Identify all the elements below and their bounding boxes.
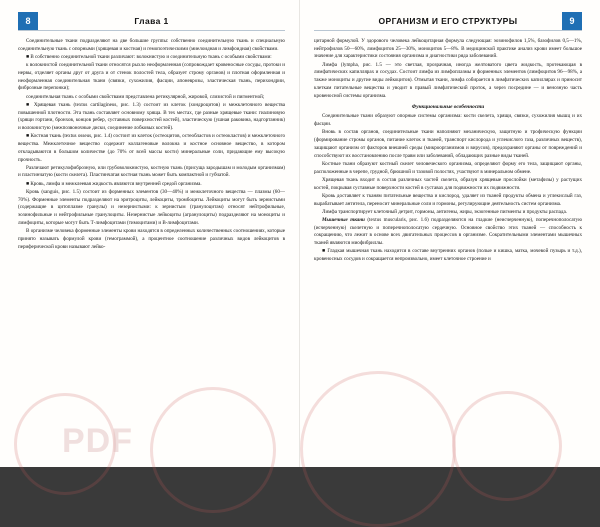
- paragraph: [314, 217, 582, 248]
- paragraph: ■ Кровь, лимфа и межклеевая жидкость являются внутренней средой организма.: [26, 180, 202, 187]
- paragraph: Лимфа транспортирует клеточный детрит, гормоны, антигены, жиры, экзогенные пигменты и продукты распада.: [322, 208, 567, 215]
- subheading-inline: Мышечные ткани: [322, 216, 365, 223]
- paragraph: соединительная ткань с особыми свойствами представлена ретикулярной, жировой, слизистой и пигментной;: [26, 93, 265, 100]
- paragraph: Соединительные ткани образуют опорные системы организма: кости скелета, хрящи, связки, сухожилия мышц и их фасции.: [314, 113, 582, 128]
- page-right: [300, 0, 600, 467]
- page-header-left: [18, 10, 285, 32]
- paragraph: ■ Костная ткань (textus osseus, рис. 1.4) состоит из клеток (остеоцитов, остеобластов и остеокластов) и межклеточного вещества. Межклеточное вещество содержит коллагеновые волокна и костное основное вещество, в котором откладываются в большом количестве (до 70% от всей массы кости) минеральные соли, придающие ему высокую прочность.: [18, 133, 285, 163]
- paragraph: Костные ткани образуют костный скелет человеческого организма, определяют форму его тела, защищают органы, расположенные в черепе, грудной, брюшной и тазовой полостях, участвуют в минеральном обмене.: [314, 160, 582, 175]
- folio-right: 9: [562, 12, 582, 30]
- paragraph: к волокнистой соединительной ткани относятся рыхло неоформленная (сопровождает кровеносные сосуды, протоки и нервы, отделяет органы друг от друга и от стенок полостей тела, образует строму органов) и плотная оформленная и неоформленная соединительная ткани (связки, сухожилия, фасции, апоневрозы, эластическая ткань, перихондрии, фиброзные перепонки);: [18, 62, 285, 92]
- page-left: [0, 0, 300, 467]
- folio-left: 8: [18, 12, 38, 30]
- header-rule-right: [314, 30, 582, 31]
- paragraph: Лимфа (lympha, рис. 1.5 — это светлая, прозрачная, иногда желтоватого цвета жидкость, протекающая в лимфатических капиллярах и сосудах. Состоит лимфа из лимфоплазмы и форменных элементов (лимфоцитов 96—98%, а также моноциты и другие виды лейкоцитов). Отмытая ткани, лимфа собирается в лимфатических капиллярах и приносит клеткам питательные вещества и уводит в правый лимфатический проток, а через посредине — и венозную часть кровеносной системы организма.: [314, 61, 582, 99]
- header-rule-left: [18, 30, 285, 31]
- paragraph: цитарной формулой. У здорового человека лейкоцитарная формула следующая: эозинофилов 1,5%, базофилов 0,5—1%, нейтрофилов 50—60%, лимфоцитов 25—30%, моноцитов 5—8%. В медицинской практике анализ крови имеет большое значение для характеристики состояния организма и диагностики ряда заболеваний.: [314, 38, 582, 60]
- running-title-right: ОРГАНИЗМ И ЕГО СТРУКТУРЫ: [378, 16, 518, 26]
- paragraph: Соединительные ткани подразделяют на две большие группы: собственно соединительную ткань и специальную соединительную ткань с опорными (хрящевая и костная) и гемопоэтическими (миелоидная и лимфоидная) свойствами.: [18, 38, 285, 52]
- paragraph-text: (textus muscularis, рис. 1.6) подразделяются на гладкие (неисчерченную), поперечнополосатую (исчерченную) скелетную и поперечнополосатую сердечную. Основное свойство этих тканей — способность к сокращению, что лежит в основе всех двигательных процессов в организме. Сократительными элементами мышечных тканей являются миофибриллы.: [314, 216, 582, 247]
- paragraph: Кровь доставляет к тканям питательные вещества и кислород, удаляет из тканей продукты обмена и углекислый газ, вырабатывает антитела, переносит минеральные соли и гормоны, регулирующие деятельность систем организма.: [314, 192, 582, 207]
- text-column-left: [18, 38, 285, 251]
- watermark-text: PDF: [62, 422, 133, 460]
- subheading: Функциональные особенности: [411, 104, 485, 111]
- paragraph: ■ В собственно соединительной ткани различают: волокнистую и соединительную ткань с особыми свойствами:: [26, 53, 272, 60]
- paragraph: Различают ретикулофиброзную, или грубоволокнистую, костную ткань (присуща зародышам и молодым организмам) и пластинчатую (кости скелета). Пластинчатая костная ткань может быть компактной и губчатой.: [18, 164, 285, 179]
- paragraph: ■ Хрящевая ткань (textus cartilagineus, рис. 1.3) состоит из клеток (хондроцитов) и межклеточного вещества повышенной плотности. Эта ткань составляет основному хряща. В тех местах, где разные хрящевые ткани: гиалиновую (хрящи гортани, бронхов, концов ребер, суставных поверхностей костей), эластическую (ушная раковина, надгортанник) и волокнистую (межпозвоночные диски, соединение лобковых костей).: [18, 101, 285, 132]
- paragraph: Хрящевая ткань входит в состав различных частей скелета, образуя хрящевые прослойки (метафизы) у растущих костей, покрывая суставные поверхности костей в суставах для подвижности их подвижности.: [314, 176, 582, 191]
- paragraph: В организме человека форменные элементы крови находятся в определенных количественных соотношениях, которые принято называть формулой крови (гемограммой), а процентное соотношение различных видов лейкоцитов в периферической крови называют лейко-: [18, 228, 285, 250]
- running-title-left: Глава 1: [134, 16, 169, 26]
- paragraph: Кровь (sanguis, рис. 1.5) состоит из форменных элементов (30—40%) и межклеточного вещества — плазмы (60—70%). Форменные элементы подразделяют на эритроциты, лейкоциты, тромбоциты. Лейкоциты могут быть зернистыми (содержащие в цитоплазме гранулы) и незернистыми: к зернистым (гранулоцитам) относят нейтрофильные, эозинофильные и нейтрофильные гранулоциты. Незернистые лейкоциты (агранулоциты) подразделяют на моноциты и лимфоциты, которые могут быть Т-лимфоцитами (тимоцитами) и В-лимфоцитами.: [18, 188, 285, 226]
- text-column-right: [314, 38, 582, 264]
- paragraph: ■ Гладкая мышечная ткань находится в составе внутренних органов (полые и кишка, матка, мочевой пузырь и т.д.), кровеносных сосудов и сокращается непроизвольно, имеет клеточное строение и: [314, 248, 582, 263]
- paragraph: Вновь в состав органов, соединительные ткани наполняют механическую, защитную и трофическую функции (формирование стромы органов, питание клеток и тканей, транспорт кислорода и углекислого газа, различных веществ), защищают организм от факторов внешней среды (микроорганизмов и вирусов), предохраняют органы от повреждений и способствуют их восстановлению после травм или заболеваний, обладающих разные виды тканей.: [314, 129, 582, 159]
- page-header-right: [314, 10, 582, 32]
